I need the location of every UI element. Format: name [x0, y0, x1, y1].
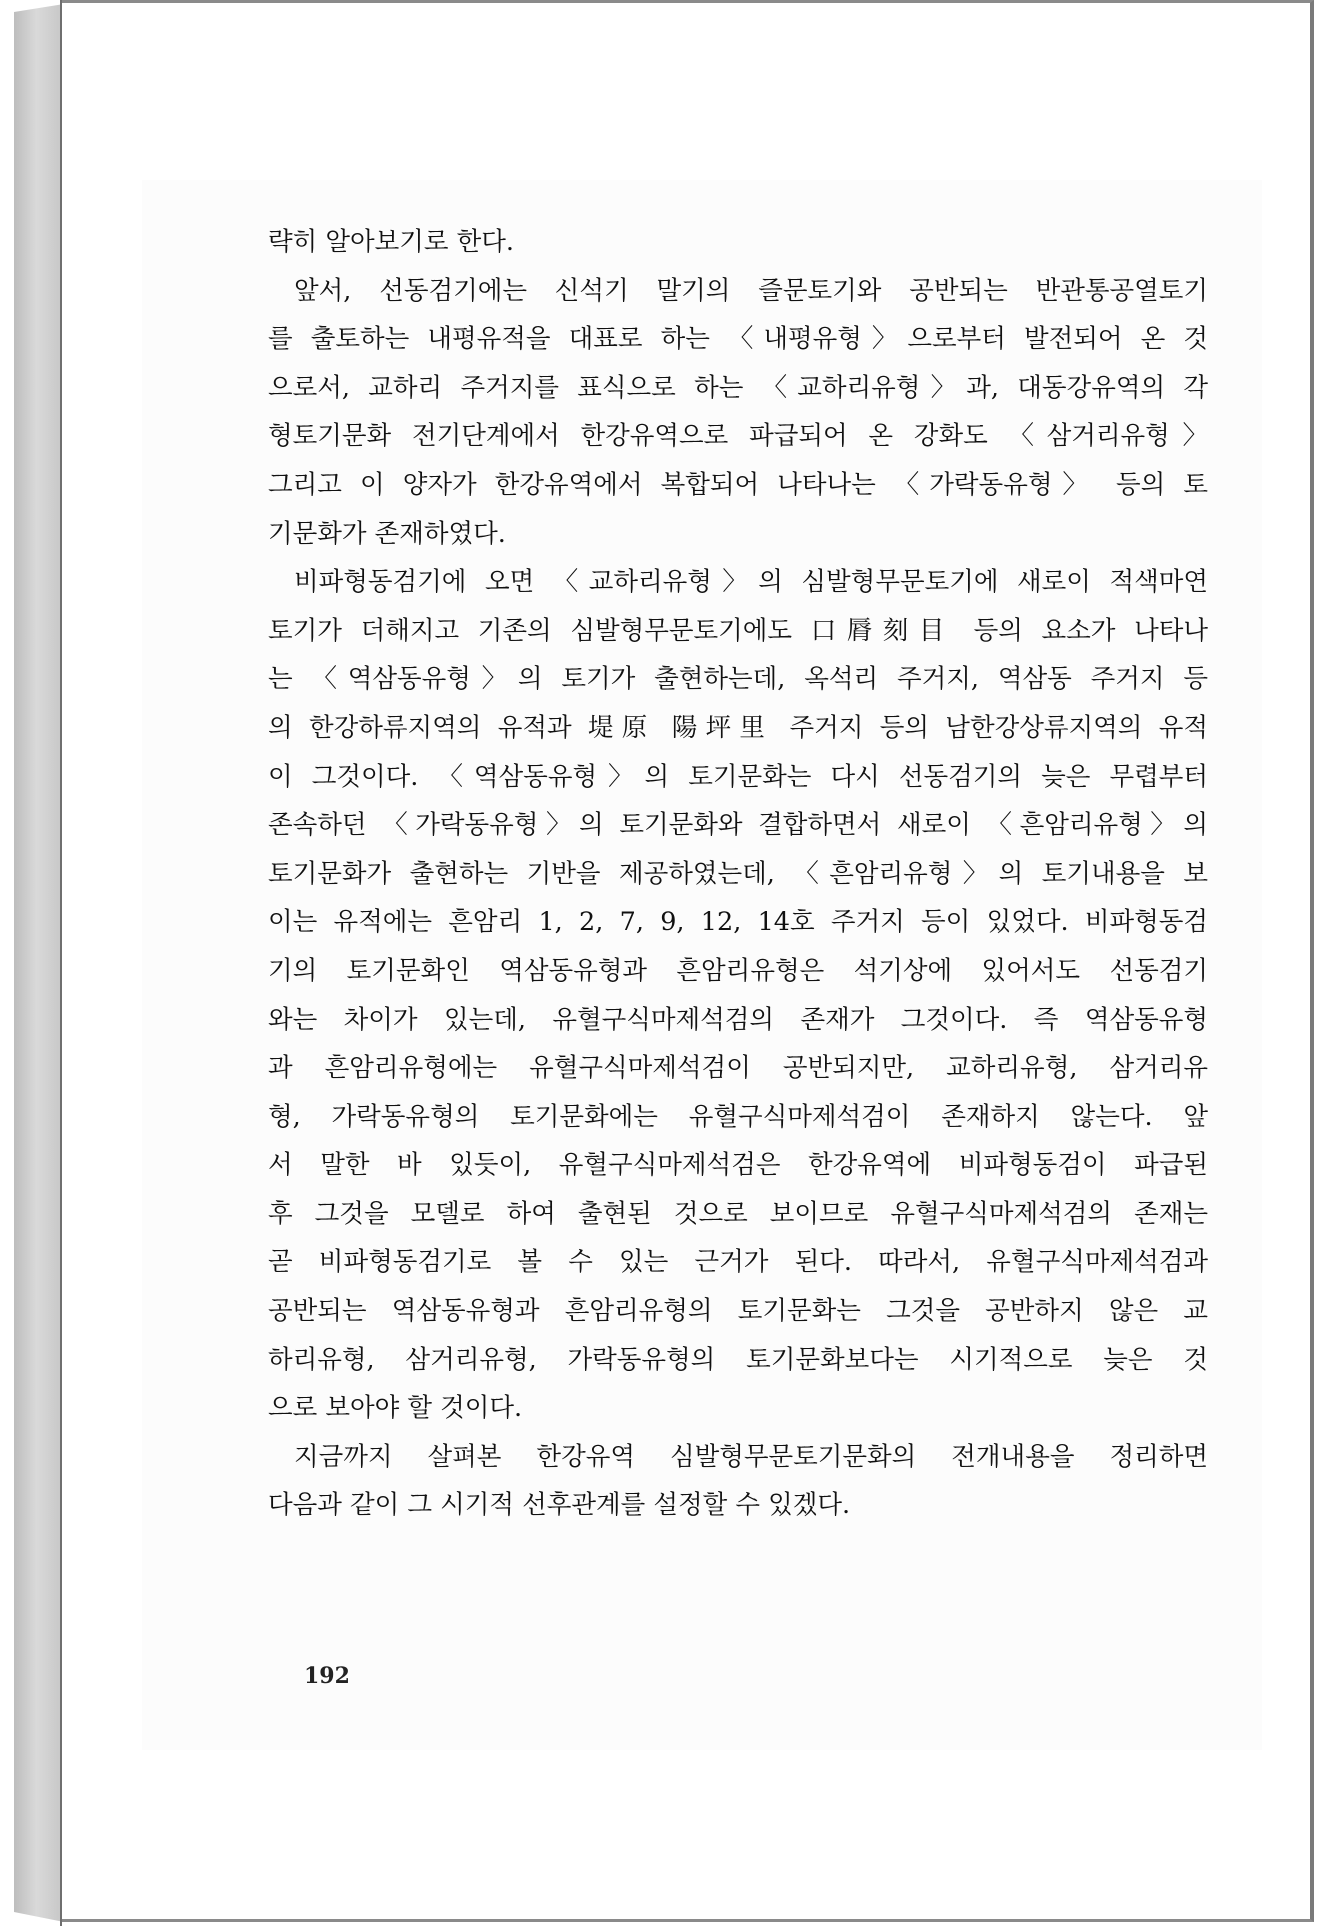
text-line: 후 그것을 모델로 하여 출현된 것으로 보이므로 유혈구식마제석검의 존재는 [268, 1198, 1208, 1229]
text-line: 이 그것이다. 〈역삼동유형〉의 토기문화는 다시 선동검기의 늦은 무렵부터 [268, 761, 1208, 792]
text-line: 서 말한 바 있듯이, 유혈구식마제석검은 한강유역에 비파형동검이 파급된 [268, 1150, 1208, 1181]
page-number: 192 [304, 1663, 350, 1689]
text-line: 공반되는 역삼동유형과 흔암리유형의 토기문화는 그것을 공반하지 않은 교 [268, 1296, 1208, 1327]
text-line: 토기가 더해지고 기존의 심발형무문토기에도 口脣刻目 등의 요소가 나타나 [268, 615, 1208, 646]
text-line: 략히 알아보기로 한다. [268, 227, 515, 257]
book-spine [14, 4, 64, 1922]
text-line: 기문화가 존재하였다. [268, 518, 506, 549]
text-line: 비파형동검기에 오면 〈교하리유형〉의 심발형무문토기에 새로이 적색마연 [294, 567, 1208, 598]
text-line: 지금까지 살펴본 한강유역 심발형무문토기문화의 전개내용을 정리하면 [294, 1441, 1208, 1472]
text-line: 와는 차이가 있는데, 유혈구식마제석검의 존재가 그것이다. 즉 역삼동유형 [268, 1004, 1208, 1035]
text-line: 를 출토하는 내평유적을 대표로 하는 〈내평유형〉으로부터 발전되어 온 것 [268, 324, 1208, 355]
text-line: 으로서, 교하리 주거지를 표식으로 하는 〈교하리유형〉과, 대동강유역의 각 [268, 372, 1208, 403]
text-line: 곧 비파형동검기로 볼 수 있는 근거가 된다. 따라서, 유혈구식마제석검과 [268, 1247, 1208, 1278]
text-line: 는 〈역삼동유형〉의 토기가 출현하는데, 옥석리 주거지, 역삼동 주거지 등 [268, 664, 1208, 695]
text-line: 형토기문화 전기단계에서 한강유역으로 파급되어 온 강화도 〈삼거리유형〉 [268, 421, 1208, 452]
text-line: 다음과 같이 그 시기적 선후관계를 설정할 수 있겠다. [268, 1490, 851, 1521]
text-line: 과 흔암리유형에는 유혈구식마제석검이 공반되지만, 교하리유형, 삼거리유 [268, 1053, 1208, 1084]
text-line: 앞서, 선동검기에는 신석기 말기의 즐문토기와 공반되는 반관통공열토기 [294, 275, 1208, 306]
text-line: 그리고 이 양자가 한강유역에서 복합되어 나타나는 〈가락동유형〉 등의 토 [268, 469, 1208, 500]
text-line: 토기문화가 출현하는 기반을 제공하였는데, 〈흔암리유형〉의 토기내용을 보 [268, 858, 1208, 889]
text-line: 하리유형, 삼거리유형, 가락동유형의 토기문화보다는 시기적으로 늦은 것 [268, 1344, 1208, 1375]
text-line: 으로 보아야 할 것이다. [268, 1393, 523, 1424]
text-line: 이는 유적에는 흔암리 1, 2, 7, 9, 12, 14호 주거지 등이 있었다. 비파형동검 [268, 907, 1208, 938]
text-line: 형, 가락동유형의 토기문화에는 유혈구식마제석검이 존재하지 않는다. 앞 [268, 1101, 1208, 1132]
body-text [268, 218, 1208, 1530]
text-line: 의 한강하류지역의 유적과 堤原 陽坪里 주거지 등의 남한강상류지역의 유적 [268, 712, 1208, 743]
text-line: 존속하던 〈가락동유형〉의 토기문화와 결합하면서 새로이 〈흔암리유형〉의 [268, 810, 1208, 841]
text-line: 기의 토기문화인 역삼동유형과 흔암리유형은 석기상에 있어서도 선동검기 [268, 955, 1208, 986]
